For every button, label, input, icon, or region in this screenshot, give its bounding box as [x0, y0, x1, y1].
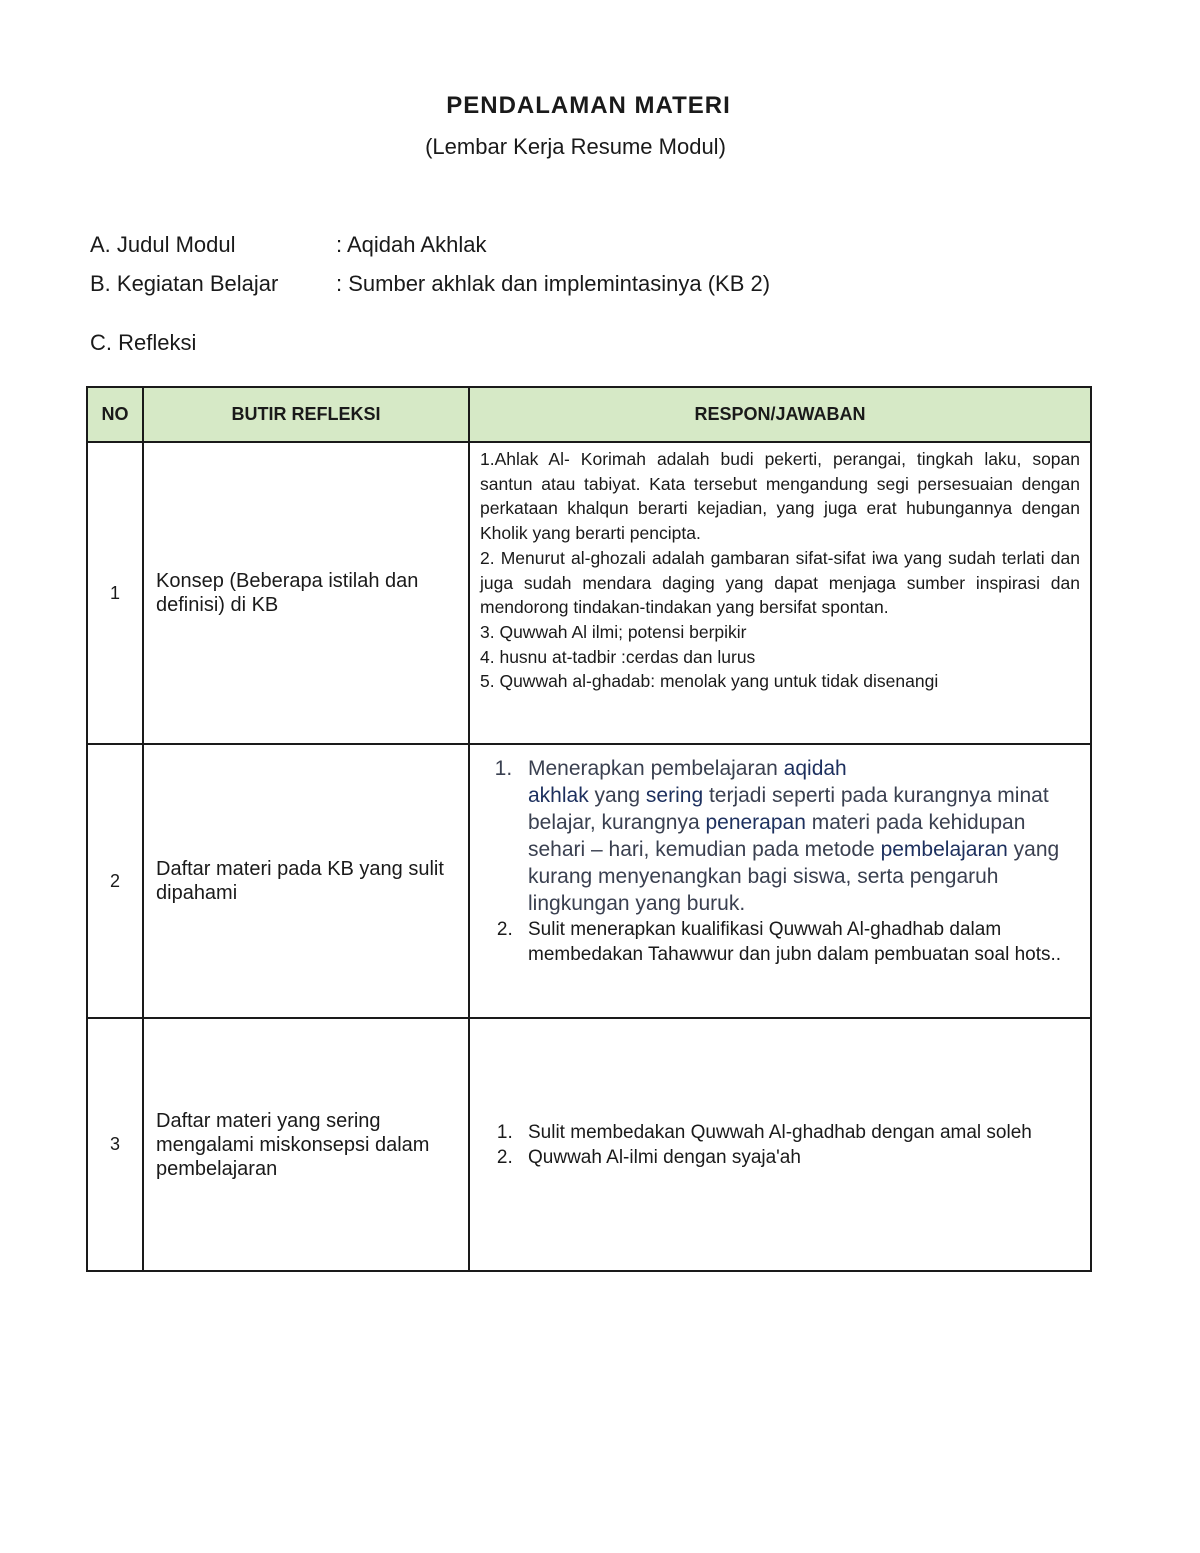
table-row: [87, 744, 1091, 1018]
list-item: 1. Sulit membedakan Quwwah Al-ghadhab dengan amal soleh: [518, 1120, 1078, 1145]
table-row: [87, 442, 1091, 744]
list-item-text: yang: [588, 784, 646, 807]
butir-refleksi-cell: Daftar materi pada KB yang sulit dipahami: [143, 744, 469, 1018]
table-header-row: [87, 387, 1091, 442]
row-number: 2: [87, 744, 143, 1018]
judul-modul-value: : Aqidah Akhlak: [336, 232, 487, 257]
list-item: 2. Quwwah Al-ilmi dengan syaja'ah: [518, 1145, 1078, 1170]
butir-refleksi-cell: Daftar materi yang sering mengalami miskonsepsi dalam pembelajaran: [143, 1018, 469, 1271]
judul-modul-label: A. Judul Modul: [90, 232, 236, 257]
row-number: 3: [87, 1018, 143, 1271]
respon-paragraph: 5. Quwwah al-ghadab: menolak yang untuk tidak disenangi: [480, 671, 939, 692]
keyword-text: akhlak: [528, 784, 589, 807]
keyword-text: pembelajaran: [880, 838, 1008, 861]
header-no: NO: [87, 387, 143, 442]
respon-cell: [469, 744, 1091, 1018]
keyword-text: aqidah: [783, 757, 847, 780]
header-butir-refleksi: BUTIR REFLEKSI: [143, 387, 469, 442]
document-title: PENDALAMAN MATERI: [446, 92, 731, 119]
list-item-text: Menerapkan pembelajaran: [528, 757, 784, 780]
respon-list: [480, 755, 1078, 967]
refleksi-heading: C. Refleksi: [90, 330, 197, 355]
kegiatan-belajar-row: [90, 271, 770, 297]
respon-list: [480, 1120, 1078, 1170]
respon-paragraph: 1.Ahlak Al- Korimah adalah budi pekerti, perangai, tingkah laku, sopan santun atau tabiyat. Kata tersebut mengandung segi persesuaian dengan perkataan khalqun berarti kejadian, yang juga erat hubungannya dengan Kholik yang berarti pencipta.: [480, 449, 1080, 544]
list-item: [518, 755, 1078, 917]
row-number: 1: [87, 442, 143, 744]
respon-paragraph: 3. Quwwah Al ilmi; potensi berpikir: [480, 621, 747, 642]
keyword-text: sering: [645, 784, 704, 807]
header-respon-jawaban: RESPON/JAWABAN: [469, 387, 1091, 442]
document-subtitle: (Lembar Kerja Resume Modul): [425, 134, 726, 159]
kegiatan-belajar-value: : Sumber akhlak dan implemintasinya (KB 2): [336, 271, 771, 296]
respon-cell: [469, 442, 1091, 744]
table-row: [87, 1018, 1091, 1271]
list-item-text: terjadi seperti pada kurangnya minat belajar, kurangnya: [528, 784, 1049, 834]
list-item-text: materi pada kehidupan sehari – hari, kemudian pada metode: [528, 811, 1026, 861]
list-item: 2. Sulit menerapkan kualifikasi Quwwah Al-ghadhab dalam membedakan Tahawwur dan jubn dalam pembuatan soal hots..: [518, 917, 1078, 967]
butir-refleksi-cell: Konsep (Beberapa istilah dan definisi) di KB: [143, 442, 469, 744]
refleksi-table: [86, 386, 1092, 1272]
keyword-text: penerapan: [705, 811, 806, 834]
list-item-text: yang kurang menyenangkan bagi siswa, serta pengaruh lingkungan yang buruk.: [528, 838, 1060, 915]
respon-cell: [469, 1018, 1091, 1271]
kegiatan-belajar-label: B. Kegiatan Belajar: [90, 271, 279, 296]
judul-modul-row: [90, 232, 486, 258]
respon-paragraph: 2. Menurut al-ghozali adalah gambaran sifat-sifat iwa yang sudah terlati dan juga sudah mendara daging yang dapat menjaga sumber inspirasi dan mendorong tindakan-tindakan yang bersifat spontan.: [480, 547, 1080, 618]
respon-paragraph: 4. husnu at-tadbir :cerdas dan lurus: [480, 646, 756, 667]
